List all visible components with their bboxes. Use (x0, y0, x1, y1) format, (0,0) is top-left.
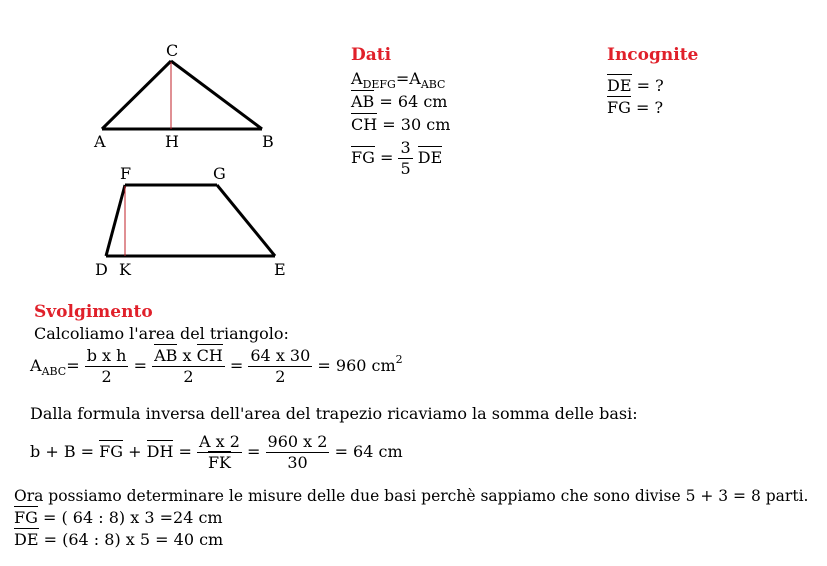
svolgimento-heading: Svolgimento (34, 302, 153, 322)
fraction-ab-ch-over-2: $\frac{\text{AB x CH}}{2}$ (154, 346, 223, 386)
point-label-k: K (119, 260, 131, 279)
fraction-3-5: $\frac{3}{5}$ (400, 138, 411, 178)
trapezoid-side-ge (217, 185, 275, 256)
fraction-bh-over-2: $\frac{\text{b x h}}{2}$ (86, 346, 127, 386)
triangle-abc (102, 61, 262, 129)
point-label-h: H (165, 132, 179, 151)
parts-text: Ora possiamo determinare le misure delle due basi perchè sappiamo che sono divise 5 + 3 = 8 parti. (14, 487, 809, 505)
segment-fg: FG (14, 508, 38, 527)
point-label-c: C (166, 41, 179, 60)
incognite-fg-line: FG = ? (607, 98, 664, 117)
point-label-f: F (120, 164, 132, 183)
segment-ab: AB (351, 92, 375, 111)
svolgimento-intro: Calcoliamo l'area del triangolo: (34, 324, 289, 343)
point-label-b: B (262, 132, 274, 151)
segment-de: DE (417, 148, 443, 167)
dati-ch-line: CH = 30 cm (351, 115, 451, 134)
trapezoid-side-df (106, 185, 125, 256)
point-label-a: A (94, 132, 106, 151)
point-label-d: D (95, 260, 108, 279)
trapezoid-defg (106, 185, 275, 256)
dati-area-equality: $A_{DEFG}=A_{ABC}$ (351, 69, 446, 91)
point-label-g: G (213, 164, 226, 183)
incognite-heading: Incognite (607, 45, 699, 65)
segment-de: DE (607, 76, 632, 95)
incognite-de-line: DE = ? (607, 76, 664, 95)
segment-de: DE (14, 530, 39, 549)
triangle-side-cb (171, 61, 262, 129)
de-result-line: DE = (64 : 8) x 5 = 40 cm (14, 530, 224, 549)
segment-fg: FG (607, 98, 631, 117)
dati-heading: Dati (351, 45, 392, 65)
point-label-e: E (274, 260, 286, 279)
segment-ch: CH (351, 115, 378, 134)
fg-result-line: FG = ( 64 : 8) x 3 =24 cm (14, 508, 223, 527)
fraction-960x2-over-30: $\frac{960 x 2}{30}$ (267, 432, 328, 472)
fraction-64x30-over-2: $\frac{64 x 30}{2}$ (250, 346, 311, 386)
sum-bases-formula: b + B = FG + DH = $\frac{\text{A x 2}}{FK}$ = $\frac{960 x 2}{30}$ = 64 cm (30, 432, 403, 472)
fraction-ax2-over-fk: $\frac{\text{A x 2}}{FK}$ (199, 432, 240, 472)
area-triangle-formula: $A_{ABC}=$ $\frac{\text{b x h}}{2}$ = $\frac{\text{AB x CH}}{2}$ = $\frac{64 x 30}{2}$ = 960 $cm^2$ (30, 346, 403, 386)
segment-fg: FG (351, 148, 375, 167)
dati-ab-line: AB = 64 cm (351, 92, 448, 111)
triangle-side-ac (102, 61, 171, 129)
inverse-formula-text: Dalla formula inversa dell'area del trapezio ricaviamo la somma delle basi: (30, 404, 638, 423)
dati-fg-line: FG = $\frac{3}{5}$ DE (351, 138, 443, 178)
